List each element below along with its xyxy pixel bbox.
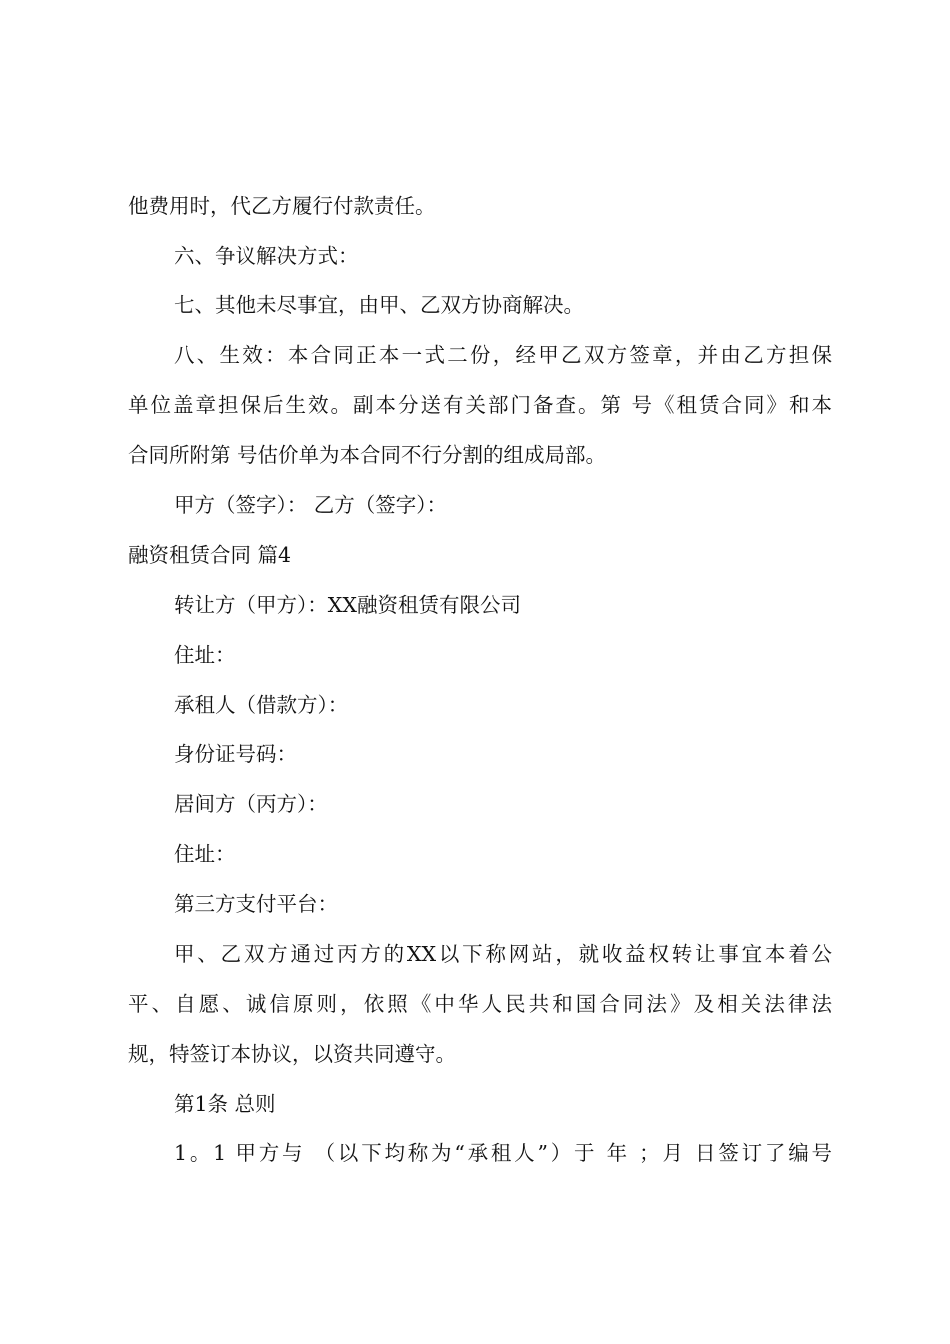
text-line: 甲、乙双方通过丙方的XX以下称网站，就收益权转让事宜本着公	[174, 942, 832, 966]
text-line: 平、自愿、诚信原则，依照《中华人民共和国合同法》及相关法律法	[128, 992, 832, 1016]
field-address: 住址：	[174, 842, 236, 866]
text-line: 合同所附第 号估价单为本合同不行分割的组成局部。	[128, 443, 607, 467]
text-line: 八、生效：本合同正本一式二份，经甲乙双方签章，并由乙方担保	[174, 343, 832, 367]
text-line: 七、其他未尽事宜，由甲、乙双方协商解决。	[174, 293, 584, 317]
party-transferor: 转让方（甲方）：XX融资租赁有限公司	[174, 593, 521, 617]
field-id-number: 身份证号码：	[174, 742, 297, 766]
article-heading: 第1条 总则	[174, 1092, 276, 1116]
signature-line: 甲方（签字）： 乙方（签字）：	[174, 493, 448, 517]
party-lessee: 承租人（借款方）：	[174, 693, 349, 717]
text-line: 1。1 甲方与 （以下均称为“承租人”）于 年 ；月 日签订了编号	[174, 1141, 832, 1165]
party-payment-platform: 第三方支付平台：	[174, 892, 338, 916]
section-heading: 六、争议解决方式：	[174, 244, 359, 268]
party-intermediary: 居间方（丙方）：	[174, 792, 328, 816]
field-address: 住址：	[174, 643, 236, 667]
text-line: 规，特签订本协议，以资共同遵守。	[128, 1042, 456, 1066]
document-title: 融资租赁合同 篇4	[128, 543, 292, 567]
text-line: 他费用时，代乙方履行付款责任。	[128, 194, 436, 218]
text-line: 单位盖章担保后生效。副本分送有关部门备查。第 号《租赁合同》和本	[128, 393, 832, 417]
